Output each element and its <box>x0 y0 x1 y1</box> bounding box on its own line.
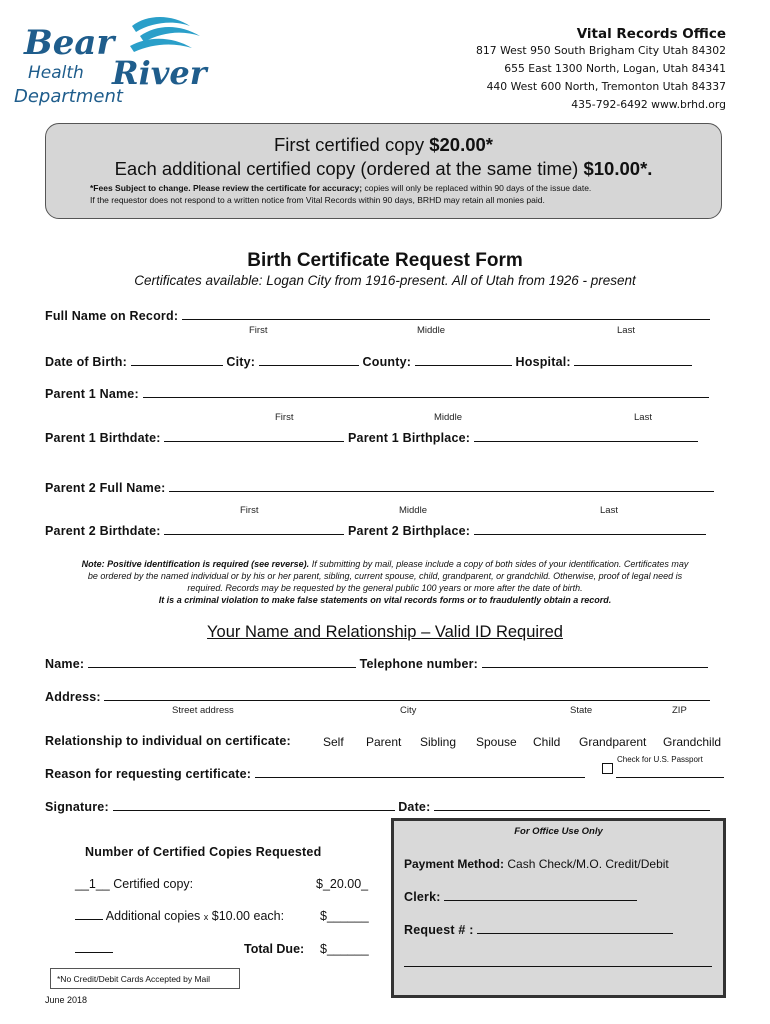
copies-title: Number of Certified Copies Requested <box>85 845 322 859</box>
payment-method-row[interactable]: Payment Method: Cash Check/M.O. Credit/Debit <box>404 857 669 871</box>
logo-bear: Bear <box>24 23 115 63</box>
parent1-last: Last <box>634 412 652 423</box>
office-address <box>476 26 726 114</box>
fee-first-copy: First certified copy $20.00* <box>273 134 494 155</box>
birth-details-row[interactable]: Date of Birth: City: County: Hospital: <box>45 355 692 369</box>
requester-name-row[interactable]: Name: Telephone number: <box>45 657 708 671</box>
reason-field[interactable]: Reason for requesting certificate: <box>45 767 585 781</box>
relationship-sibling[interactable]: Sibling <box>420 735 457 749</box>
parent1-name-field[interactable]: Parent 1 Name: <box>45 387 709 401</box>
request-number-field[interactable]: Request # : <box>404 923 673 937</box>
address-city: City <box>400 705 417 716</box>
requester-section-title: Your Name and Relationship – Valid ID Required <box>207 623 563 641</box>
signature-row[interactable]: Signature: Date: <box>45 800 710 814</box>
form-title: Birth Certificate Request Form <box>247 250 523 271</box>
passport-label: Check for U.S. Passport <box>617 755 703 764</box>
bear-river-logo <box>12 12 212 108</box>
certified-count: 1 <box>88 877 96 891</box>
office-use-box <box>391 818 726 998</box>
fee-note-1: *Fees Subject to change. Please review the certificate for accuracy; copies will only be replaced within 90 days of the issue date. <box>90 183 592 193</box>
full-name-first: First <box>249 325 268 336</box>
total-due-row[interactable] <box>75 942 113 956</box>
requester-address-field[interactable]: Address: <box>45 690 710 704</box>
total-due-amount: $______ <box>320 942 369 956</box>
form-subtitle: Certificates available: Logan City from 1916-present. All of Utah from 1926 - present <box>134 273 636 288</box>
mail-note: *No Credit/Debit Cards Accepted by Mail <box>50 968 240 989</box>
clerk-field[interactable]: Clerk: <box>404 890 637 904</box>
passport-checkbox[interactable] <box>602 763 613 774</box>
relationship-row: Relationship to individual on certificate: <box>45 734 291 748</box>
full-name-field[interactable]: Full Name on Record: <box>45 309 710 323</box>
office-use-title: For Office Use Only <box>514 826 603 837</box>
parent1-first: First <box>275 412 294 423</box>
relationship-parent[interactable]: Parent <box>366 735 402 749</box>
additional-copies-row[interactable]: Additional copies x $10.00 each: <box>75 909 284 923</box>
full-name-last: Last <box>617 325 635 336</box>
fee-box <box>45 123 722 219</box>
fee-additional-copy: Each additional certified copy (ordered at the same time) $10.00*. <box>114 158 653 179</box>
additional-amount: $______ <box>320 909 369 923</box>
office-addr-1: 817 West 950 South Brigham City Utah 84302 <box>476 44 726 57</box>
note-line-1: Note: Positive identification is required (see reverse). If submitting by mail, please include a copy of both sides of your identification. Certificates may <box>81 559 689 569</box>
parent1-birth-row[interactable]: Parent 1 Birthdate: Parent 1 Birthplace: <box>45 431 698 445</box>
note-line-3: required. Records may be requested by the general public 100 years or more after the date of birth. <box>187 583 583 593</box>
address-state: State <box>570 705 593 716</box>
relationship-child[interactable]: Child <box>533 735 561 749</box>
form-date-code: June 2018 <box>45 995 88 1005</box>
full-name-middle: Middle <box>417 325 445 336</box>
parent2-name-field[interactable]: Parent 2 Full Name: <box>45 481 714 495</box>
logo-department: Department <box>14 86 123 107</box>
parent2-middle: Middle <box>399 505 427 516</box>
logo-river: River <box>112 54 207 92</box>
note-line-2: be ordered by the named individual or by his or her parent, sibling, current spouse, child, grandparent, or grandchild. Otherwise, proof of legal need is <box>87 571 683 581</box>
certified-amount: $_20.00_ <box>316 877 369 891</box>
reason-line-end <box>616 777 724 778</box>
address-street: Street address <box>172 705 234 716</box>
office-title: Vital Records Office <box>576 26 726 42</box>
office-addr-3: 440 West 600 North, Tremonton Utah 84337 <box>486 80 726 93</box>
relationship-self[interactable]: Self <box>323 735 344 749</box>
office-blank-line[interactable] <box>404 966 712 967</box>
relationship-spouse[interactable]: Spouse <box>476 735 517 749</box>
fee-note-2: If the requestor does not respond to a written notice from Vital Records within 90 days, BRHD may retain all monies paid. <box>90 195 545 205</box>
parent2-first: First <box>240 505 259 516</box>
parent1-middle: Middle <box>434 412 462 423</box>
logo-health: Health <box>28 63 84 83</box>
office-contact: 435-792-6492 www.brhd.org <box>571 98 726 111</box>
note-line-4: It is a criminal violation to make false statements on vital records forms or to fraudulently obtain a record. <box>158 595 612 605</box>
address-zip: ZIP <box>672 705 687 716</box>
relationship-grandparent[interactable]: Grandparent <box>579 735 647 749</box>
parent2-birth-row[interactable]: Parent 2 Birthdate: Parent 2 Birthplace: <box>45 524 706 538</box>
total-due-label: Total Due: <box>244 942 305 956</box>
parent2-last: Last <box>600 505 618 516</box>
relationship-grandchild[interactable]: Grandchild <box>663 735 722 749</box>
office-addr-2: 655 East 1300 North, Logan, Utah 84341 <box>504 62 726 75</box>
certified-copy-row[interactable]: __1__ Certified copy: <box>75 877 194 891</box>
